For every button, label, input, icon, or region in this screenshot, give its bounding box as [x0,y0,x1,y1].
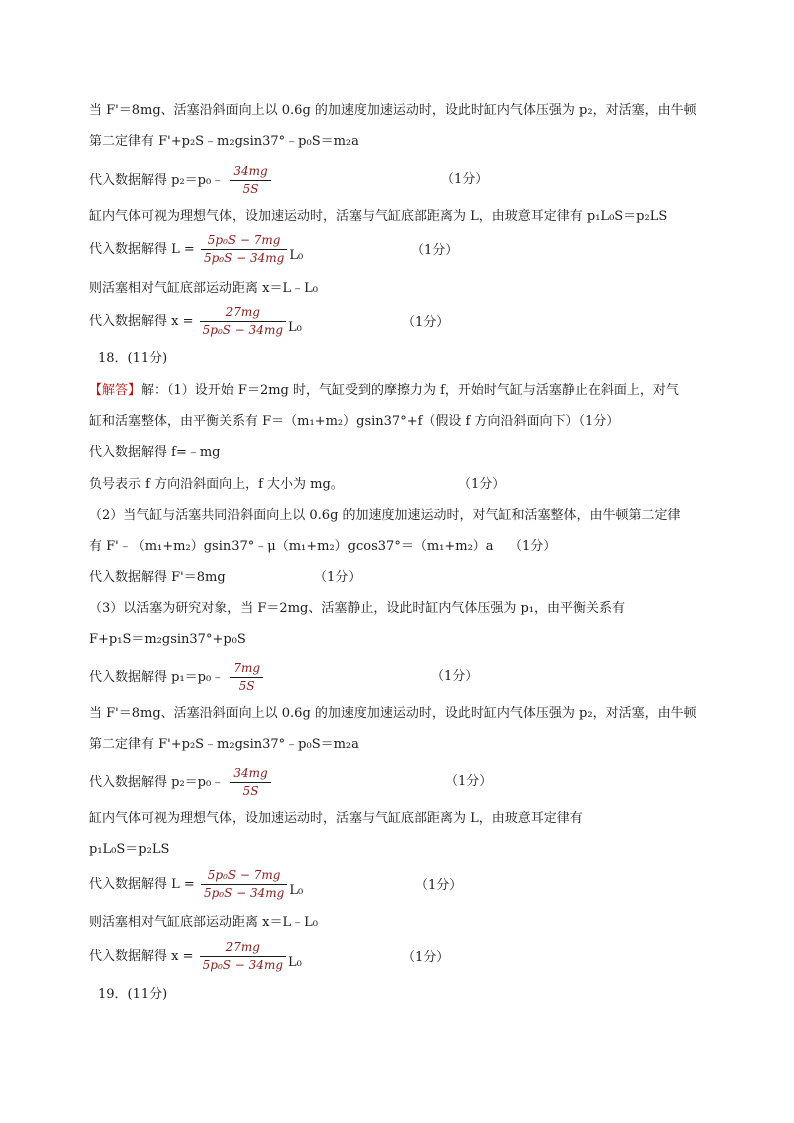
text-line [89,569,362,587]
score-mark: （1分） [314,570,362,585]
text-line: （2）当气缸与活塞共同沿斜面向上以 0.6g 的加速度加速运动时，对气缸和活塞整体，由牛顿第二定律 [89,508,681,523]
text-line: 当 F'＝8mg、活塞沿斜面向上以 0.6g 的加速度加速运动时，设此时缸内气体压强为 p₂，对活塞，由牛顿 [89,706,697,721]
fraction-numerator: 34mg [230,164,270,181]
fraction-numerator: 7mg [230,661,263,678]
formula-prefix: 代入数据解得 L = [89,242,195,257]
formula-line [89,940,450,973]
answer-tag: 【解答】 [89,383,142,398]
fraction-denominator: 5S [242,182,259,196]
fraction-denominator: 5p₀S − 34mg [202,958,284,972]
fraction-denominator: 5p₀S − 34mg [203,251,285,265]
formula-prefix: 代入数据解得 p₂＝p₀﹣ [89,173,225,188]
text-line: 则活塞相对气缸底部运动距离 x＝L﹣L₀ [89,281,318,296]
text-line: 缸和活塞整体，由平衡关系有 F＝（m₁+m₂）gsin37°+f（假设 f 方向沿斜面向下）（1分） [89,414,620,429]
text-line: 当 F'＝8mg、活塞沿斜面向上以 0.6g 的加速度加速运动时，设此时缸内气体压强为 p₂，对活塞，由牛顿 [89,103,697,118]
formula-tail: L₀ [288,320,302,335]
score-mark: （1分） [445,774,493,789]
score-mark: （1分） [509,539,557,554]
formula-line [89,233,459,266]
text-line: 第二定律有 F'+p₂S﹣m₂gsin37°﹣p₀S＝m₂a [89,737,359,752]
formula-tail: L₀ [289,883,304,898]
score-mark: （1分） [411,243,459,258]
fraction-denominator: 5S [242,784,259,798]
score-mark: （1分） [402,315,450,330]
fraction-numerator: 5p₀S − 7mg [201,233,287,250]
formula-prefix: 代入数据解得 p₂＝p₀﹣ [89,775,225,790]
formula-line [89,305,450,338]
fraction [230,766,270,799]
question-number: 19．(11分) [98,987,168,1002]
fraction-numerator: 27mg [200,940,286,957]
fraction [230,164,270,197]
fraction-numerator: 27mg [200,305,286,322]
fraction-denominator: 5p₀S − 34mg [202,323,284,337]
formula-line [89,164,489,197]
fraction [200,305,286,338]
text-line: 代入数据解得 f=﹣mg [89,445,221,460]
question-number: 18．(11分) [98,351,168,366]
fraction-denominator: 5p₀S − 34mg [203,886,285,900]
line-text: 代入数据解得 F'＝8mg [89,570,226,585]
fraction [200,940,286,973]
fraction [201,233,287,266]
line-text: 负号表示 f 方向沿斜面向上，f 大小为 mg。 [89,477,344,492]
text-line: 缸内气体可视为理想气体，设加速运动时，活塞与气缸底部距离为 L，由玻意耳定律有 [89,811,583,826]
formula-prefix: 代入数据解得 L = [89,877,195,892]
score-mark: （1分） [441,172,489,187]
formula-line [89,868,463,901]
formula-tail: L₀ [288,955,302,970]
text-line [89,382,679,400]
text-line: 则活塞相对气缸底部运动距离 x＝L﹣L₀ [89,915,318,930]
fraction-numerator: 34mg [230,766,270,783]
formula-line [89,766,493,799]
text-line: p₁L₀S＝p₂LS [89,842,170,857]
formula-line [89,661,479,694]
fraction [201,868,287,901]
answer-text: 解：（1）设开始 F＝2mg 时，气缸受到的摩擦力为 f，开始时气缸与活塞静止在斜面上，对气 [141,383,679,398]
text-line [89,476,506,494]
formula-prefix: 代入数据解得 p₁＝p₀﹣ [89,670,225,685]
line-text: 有 F'﹣（m₁+m₂）gsin37°﹣μ（m₁+m₂）gcos37°＝（m₁+m₂）a [89,539,494,554]
score-mark: （1分） [415,878,463,893]
fraction-numerator: 5p₀S − 7mg [201,868,287,885]
text-line: F+p₁S＝m₂gsin37°+p₀S [89,632,246,647]
fraction [230,661,263,694]
formula-tail: L₀ [289,248,304,263]
formula-prefix: 代入数据解得 x = [89,314,194,329]
text-line [89,538,557,556]
text-line: 第二定律有 F'+p₂S﹣m₂gsin37°﹣p₀S＝m₂a [89,134,359,149]
formula-prefix: 代入数据解得 x = [89,949,194,964]
score-mark: （1分） [402,950,450,965]
score-mark: （1分） [458,477,506,492]
text-line: （3）以活塞为研究对象，当 F＝2mg、活塞静止，设此时缸内气体压强为 p₁，由平衡关系有 [89,601,626,616]
fraction-denominator: 5S [238,679,255,693]
score-mark: （1分） [431,669,479,684]
text-line: 缸内气体可视为理想气体，设加速运动时，活塞与气缸底部距离为 L，由玻意耳定律有 p₁L₀S＝p₂LS [89,209,668,224]
